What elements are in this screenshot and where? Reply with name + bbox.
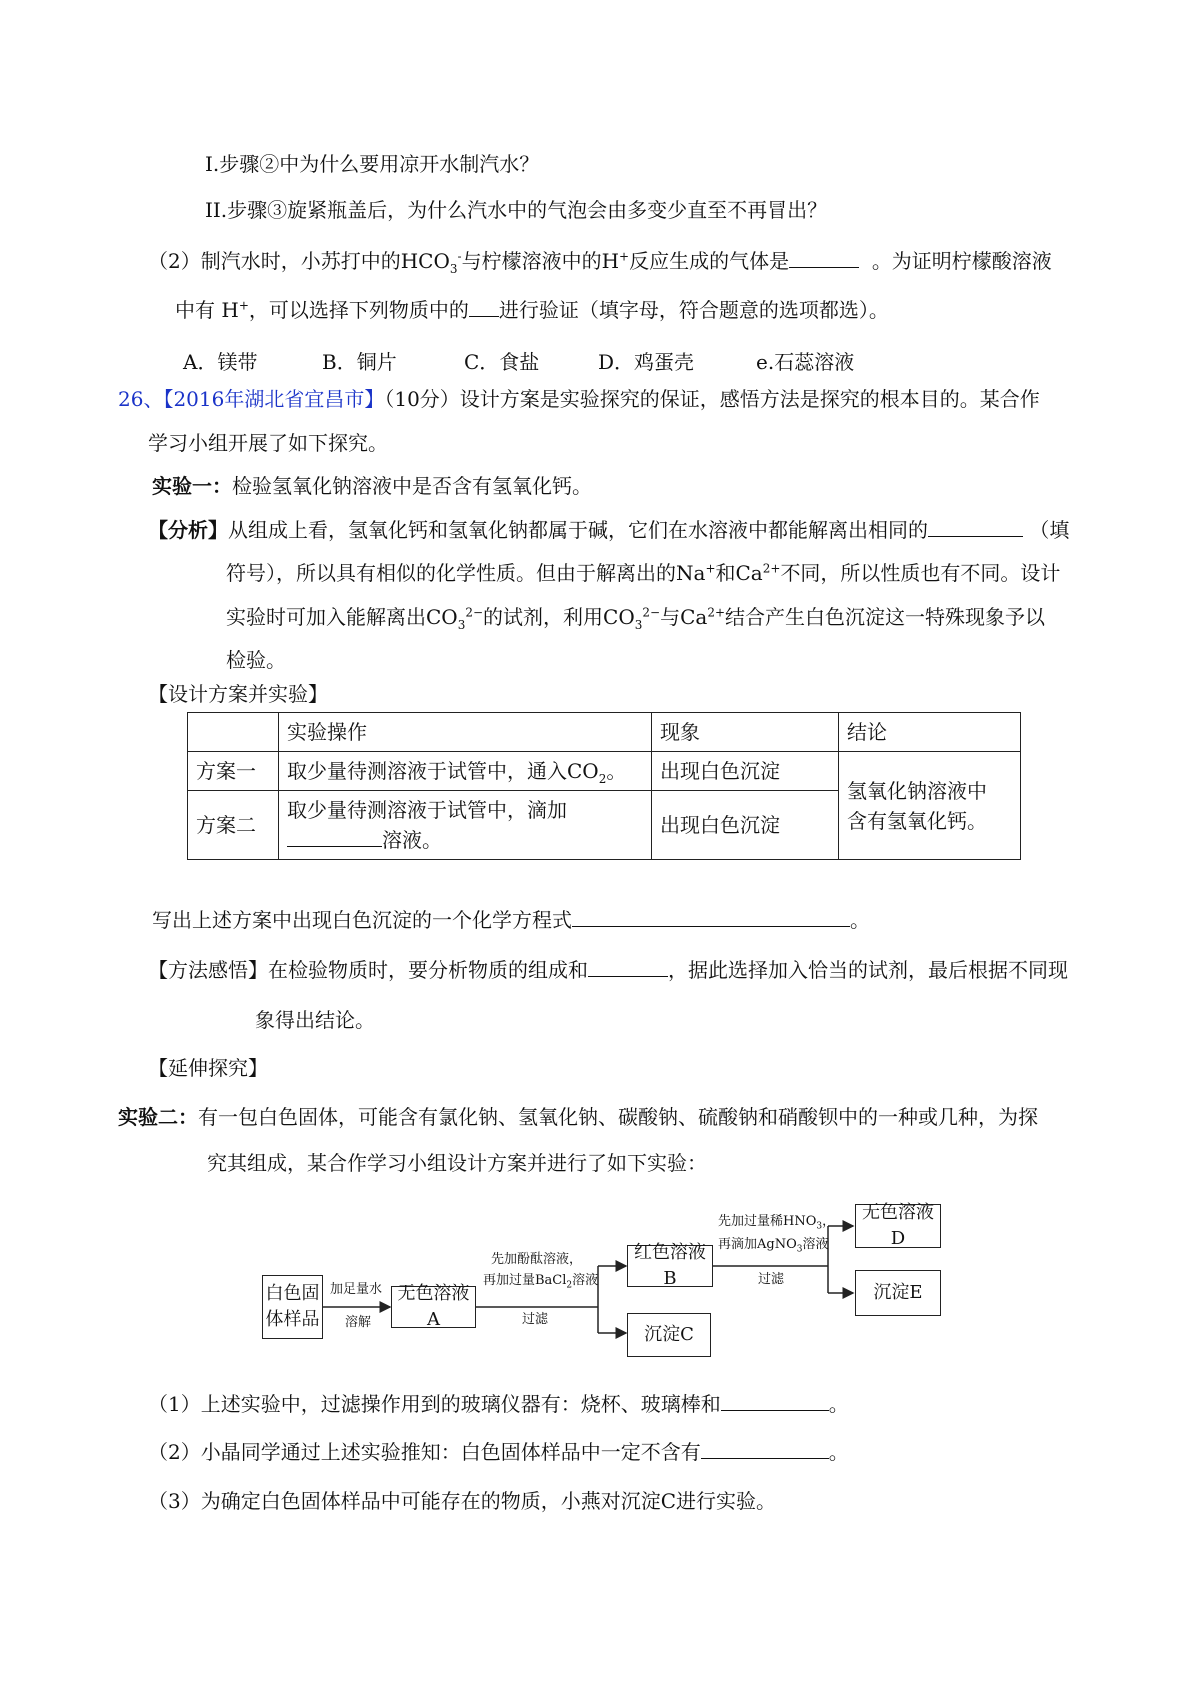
table-header-cell: 结论 <box>839 713 1021 752</box>
text: 。 <box>828 1440 849 1464</box>
flow-box-solution-a: 无色溶液A <box>391 1286 476 1328</box>
text: 溶液。 <box>382 828 442 852</box>
text: （10分）设计方案是实验探究的保证，感悟方法是探究的根本目的。某合作 <box>384 387 1040 411</box>
sub-question-2 <box>148 1438 849 1466</box>
formula-co2: CO <box>567 759 599 783</box>
question-26-intro2: 学习小组开展了如下探究。 <box>148 431 388 455</box>
formula-co3: CO <box>426 605 458 629</box>
experiment-1-label: 实验一： <box>152 474 232 498</box>
flow-step2-top1: 先加酚酞溶液， <box>491 1252 583 1267</box>
text: 检验氢氧化钠溶液中是否含有氢氧化钙。 <box>232 474 592 498</box>
text: 符号），所以具有相似的化学性质。但由于解离出的 <box>226 561 676 585</box>
flow-box-precipitate-e: 沉淀E <box>855 1270 941 1316</box>
subscript: 2 <box>598 772 607 786</box>
subscript: 3 <box>796 1244 803 1255</box>
text: 。 <box>850 908 870 932</box>
flow-step2-top2 <box>483 1273 598 1289</box>
table-row-label: 方案二 <box>188 791 279 860</box>
table-header-cell: 现象 <box>652 713 839 752</box>
superscript: 2+ <box>762 561 781 576</box>
formula-ca: Ca <box>735 561 763 585</box>
option-c: C．食盐 <box>464 350 540 374</box>
table-row-label: 方案一 <box>188 752 279 791</box>
text: ，据此选择加入恰当的试剂，最后根据不同现 <box>668 958 1068 982</box>
formula-na: Na <box>676 561 706 585</box>
text: 白色固 <box>265 1283 320 1304</box>
text: 实验时可加入能解离出 <box>226 605 426 629</box>
question-line-I: I.步骤②中为什么要用凉开水制汽水？ <box>205 152 540 176</box>
text: 取少量待测溶液于试管中，通入 <box>287 759 567 783</box>
text: 中有 <box>175 298 215 322</box>
text: 进行验证（填字母，符合题意的选项都选）。 <box>498 298 889 322</box>
superscript: + <box>619 249 630 264</box>
superscript: 2− <box>465 605 484 620</box>
text: 在检验物质时，要分析物质的组成和 <box>268 958 588 982</box>
flow-step2-bottom: 过滤 <box>522 1312 549 1327</box>
text: 从组成上看，氢氧化钙和氢氧化钠都属于碱，它们在水溶液中都能解离出相同的 <box>228 518 928 542</box>
sub-question-3: （3）为确定白色固体样品中可能存在的物质，小燕对沉淀C进行实验。 <box>148 1489 777 1513</box>
text: 再滴加AgNO <box>718 1237 797 1252</box>
text: 。 <box>828 1392 849 1416</box>
flow-box-sample <box>262 1275 323 1339</box>
table-cell-observation: 出现白色沉淀 <box>652 752 839 791</box>
flow-step1-bottom: 溶解 <box>345 1315 372 1330</box>
formula-ca: Ca <box>680 605 708 629</box>
answer-blank[interactable] <box>701 1440 829 1459</box>
text: 。 <box>606 759 627 783</box>
text: 再加过量BaCl <box>483 1273 567 1288</box>
option-a: A．镁带 <box>183 350 258 374</box>
formula-co3: CO <box>603 605 635 629</box>
text: 溶液 <box>802 1237 829 1252</box>
subscript: 3 <box>449 262 458 276</box>
text: ，可以选择下列物质中的 <box>248 298 469 322</box>
superscript: 2− <box>642 605 661 620</box>
text: 含有氢氧化钙。 <box>847 808 987 833</box>
text: ， <box>822 1214 836 1229</box>
flow-step3-top2 <box>718 1237 829 1253</box>
answer-blank[interactable] <box>721 1392 829 1411</box>
table-header-cell: 实验操作 <box>279 713 652 752</box>
method-label: 【方法感悟】 <box>148 958 268 982</box>
question-source: 【2016年湖北省宜昌市】 <box>163 387 385 411</box>
text: （2）小晶同学通过上述实验推知：白色固体样品中一定不含有 <box>148 1440 701 1464</box>
text: （2）制汽水时，小苏打中的 <box>148 249 401 273</box>
formula-text: HCO <box>400 249 450 273</box>
flow-box-solution-d: 无色溶液D <box>855 1204 941 1248</box>
option-d: D．鸡蛋壳 <box>598 350 695 374</box>
superscript: 2+ <box>707 605 726 620</box>
text: 反应生成的气体是 <box>629 249 790 273</box>
text: 与柠檬溶液中的 <box>461 249 602 273</box>
formula-h: H <box>601 249 620 273</box>
formula-h: H <box>221 298 239 322</box>
option-b: B．铜片 <box>322 350 397 374</box>
question-line-II: II.步骤③旋紧瓶盖后，为什么汽水中的气泡会由多变少直至不再冒出？ <box>205 198 828 222</box>
analysis-line4: 检验。 <box>226 648 286 672</box>
table-cell-observation: 出现白色沉淀 <box>652 791 839 860</box>
text: 写出上述方案中出现白色沉淀的一个化学方程式 <box>152 908 572 932</box>
text: 有一包白色固体，可能含有氯化钠、氢氧化钠、碳酸钠、硫酸钠和硝酸钡中的一种或几种，为探 <box>198 1105 1038 1129</box>
analysis-label: 【分析】 <box>148 518 228 542</box>
method-line2: 象得出结论。 <box>255 1008 375 1032</box>
text: （1）上述实验中，过滤操作用到的玻璃仪器有：烧杯、玻璃棒和 <box>148 1392 721 1416</box>
question-number: 26、 <box>118 387 164 411</box>
sub-question-1 <box>148 1390 849 1418</box>
design-label: 【设计方案并实验】 <box>148 682 328 706</box>
text: 先加过量稀HNO <box>718 1214 817 1229</box>
superscript: + <box>238 298 249 313</box>
text: 体样品 <box>265 1309 320 1330</box>
text: 取少量待测溶液于试管中，滴加 <box>287 798 567 822</box>
subscript: 3 <box>634 618 643 632</box>
text: 溶液 <box>572 1273 599 1288</box>
superscript: + <box>705 561 716 576</box>
option-e: e.石蕊溶液 <box>756 350 855 374</box>
subscript: 2 <box>566 1280 573 1291</box>
text: 。为证明柠檬酸溶液 <box>871 249 1052 273</box>
flow-step3-top1 <box>718 1214 835 1230</box>
superscript: - <box>457 249 462 264</box>
text: 不同，所以性质也有不同。设计 <box>780 561 1061 585</box>
subscript: 3 <box>816 1221 823 1232</box>
experiment-2-line2: 究其组成，某合作学习小组设计方案并进行了如下实验： <box>207 1151 707 1175</box>
text: 结合产生白色沉淀这一特殊现象予以 <box>725 605 1046 629</box>
extend-label: 【延伸探究】 <box>148 1056 268 1080</box>
text: 的试剂，利用 <box>483 605 604 629</box>
text: （填 <box>1029 518 1070 542</box>
text: 氢氧化钠溶液中 <box>847 778 987 803</box>
subscript: 3 <box>457 618 466 632</box>
flow-box-precipitate-c: 沉淀C <box>627 1313 711 1357</box>
text: 和 <box>715 561 736 585</box>
experiment-2-label: 实验二： <box>118 1105 198 1129</box>
text: 与 <box>660 605 681 629</box>
flow-box-solution-b: 红色溶液B <box>627 1245 713 1287</box>
flow-step3-bottom: 过滤 <box>758 1272 785 1287</box>
flow-step1-top: 加足量水 <box>330 1282 383 1297</box>
